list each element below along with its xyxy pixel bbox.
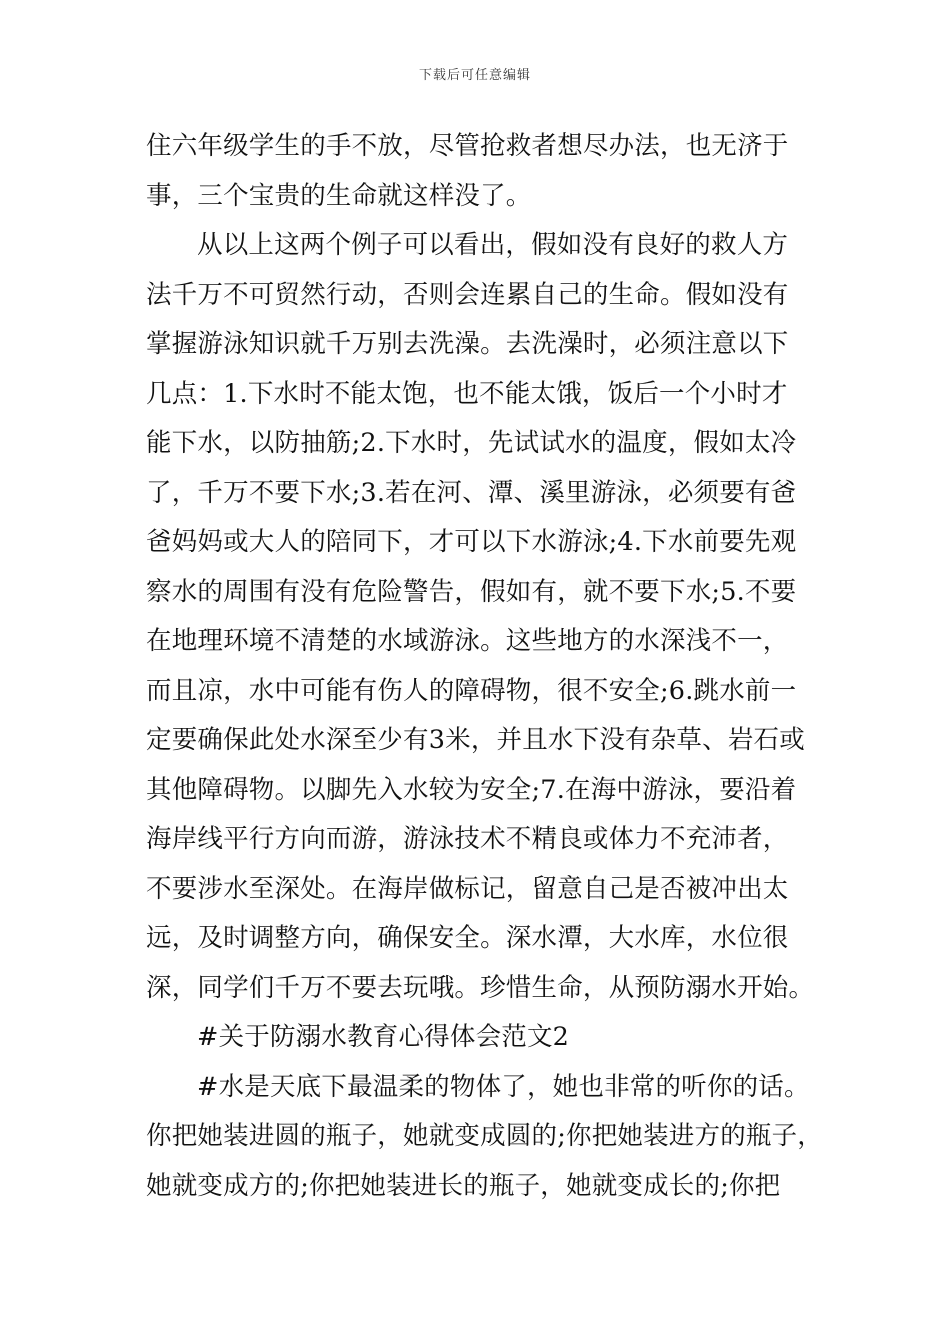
text-line: 掌握游泳知识就千万别去洗澡。去洗澡时，必须注意以下 <box>146 329 789 359</box>
section-heading: #关于防溺水教育心得体会范文2 <box>197 1022 570 1052</box>
text-line: 而且凉，水中可能有伤人的障碍物，很不安全;6.跳水前一 <box>146 675 797 706</box>
text-line: 法千万不可贸然行动，否则会连累自己的生命。假如没有 <box>146 279 789 310</box>
text-line: 事，三个宝贵的生命就这样没了。 <box>146 180 532 211</box>
text-line: 她就变成方的;你把她装进长的瓶子，她就变成长的;你把 <box>146 1170 781 1201</box>
document-body <box>146 122 836 1211</box>
text-line: 海岸线平行方向而游，游泳技术不精良或体力不充沛者， <box>146 824 789 854</box>
paragraph-first-line: 从以上这两个例子可以看出，假如没有良好的救人方 <box>197 230 789 260</box>
page-header: 下载后可任意编辑 <box>418 68 531 83</box>
text-line: 你把她装进圆的瓶子，她就变成圆的;你把她装进方的瓶子， <box>146 1121 823 1151</box>
text-line: 其他障碍物。以脚先入水较为安全;7.在海中游泳，要沿着 <box>146 774 797 805</box>
text-line: 深，同学们千万不要去玩哦。珍惜生命，从预防溺水开始。 <box>146 972 815 1003</box>
text-line: 定要确保此处水深至少有3米，并且水下没有杂草、岩石或 <box>146 725 805 755</box>
text-line: 住六年级学生的手不放，尽管抢救者想尽办法，也无济于 <box>146 131 789 161</box>
text-line: 远，及时调整方向，确保安全。深水潭，大水库，水位很 <box>146 923 789 953</box>
text-line: 能下水，以防抽筋;2.下水时，先试试水的温度，假如太冷 <box>146 428 797 458</box>
text-line: 了，千万不要下水;3.若在河、潭、溪里游泳，必须要有爸 <box>146 477 797 508</box>
text-line: 察水的周围有没有危险警告，假如有，就不要下水;5.不要 <box>146 576 797 607</box>
text-line: 不要涉水至深处。在海岸做标记，留意自己是否被冲出太 <box>146 873 789 904</box>
text-line: 几点：1.下水时不能太饱，也不能太饿，饭后一个小时才 <box>146 378 788 409</box>
text-line: 爸妈妈或大人的陪同下，才可以下水游泳;4.下水前要先观 <box>146 527 797 557</box>
paragraph-first-line: #水是天底下最温柔的物体了，她也非常的听你的话。 <box>197 1071 810 1102</box>
text-line: 在地理环境不清楚的水域游泳。这些地方的水深浅不一， <box>146 626 789 656</box>
